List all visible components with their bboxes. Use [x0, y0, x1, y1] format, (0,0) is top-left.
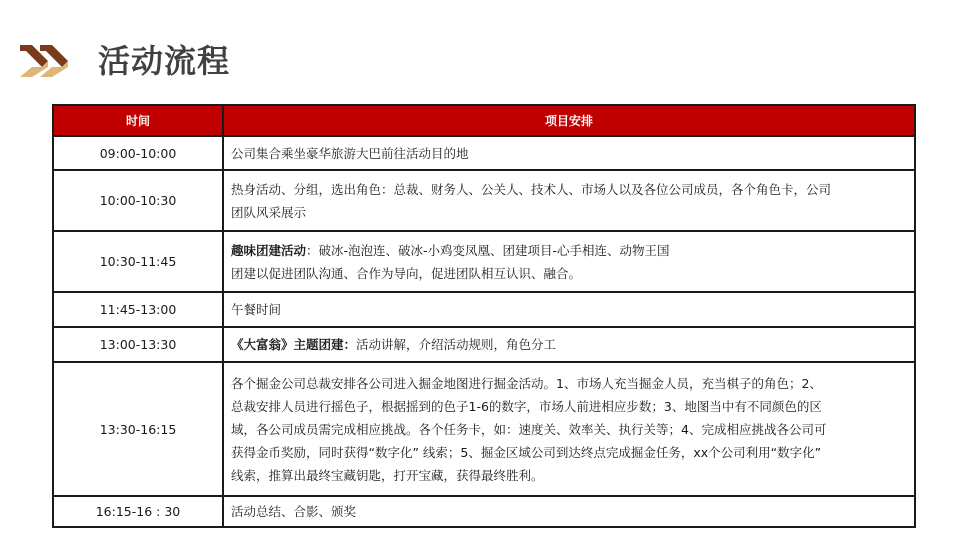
column-header-time: 时间: [53, 105, 223, 136]
section-header: [18, 36, 72, 86]
arrangement-cell: [223, 496, 915, 527]
arrangement-line: 趣味团建活动：破冰-泡泡连、破冰-小鸡变凤凰、团建项目-心手相连、动物王国: [231, 242, 670, 258]
time-cell: 16:15-16 : 30: [53, 496, 223, 527]
arrangement-line: 活动总结、合影、颁奖: [231, 504, 357, 519]
table-row: [53, 362, 915, 496]
table-row: [53, 496, 915, 527]
time-cell: 13:30-16:15: [53, 362, 223, 496]
table-row: [53, 292, 915, 327]
arrangement-cell: [223, 136, 915, 170]
activity-title-bold: 趣味团建活动: [231, 242, 307, 258]
time-cell: 09:00-10:00: [53, 136, 223, 170]
arrangement-cell: [223, 231, 915, 292]
double-chevron-right-icon: [18, 41, 72, 81]
arrangement-line: 总裁安排人员进行摇色子，根据摇到的色子1-6的数字，市场人前进相应步数；3、地图当中有不同颜色的区: [231, 398, 822, 414]
arrangement-line: 线索，推算出最终宝藏钥匙，打开宝藏，获得最终胜利。: [231, 467, 544, 483]
table-row: [53, 136, 915, 170]
arrangement-cell: [223, 292, 915, 327]
column-header-arrangement: 项目安排: [223, 105, 915, 136]
arrangement-line: 热身活动、分组，选出角色：总裁、财务人、公关人、技术人、市场人以及各位公司成员，各个角色卡，公司: [231, 181, 832, 197]
time-cell: 10:30-11:45: [53, 231, 223, 292]
activity-title-bold: 《大富翁》主题团建：: [231, 337, 357, 352]
table-row: [53, 231, 915, 292]
table-row: [53, 327, 915, 362]
time-cell: 10:00-10:30: [53, 170, 223, 231]
time-cell: 11:45-13:00: [53, 292, 223, 327]
arrangement-line: 域，各公司成员需完成相应挑战。各个任务卡，如：速度关、效率关、执行关等；4、完成相应挑战各公司可: [231, 421, 827, 437]
arrangement-line: 公司集合乘坐豪华旅游大巴前往活动目的地: [231, 145, 469, 161]
table-row: [53, 170, 915, 231]
arrangement-line: 团建以促进团队沟通、合作为导向，促进团队相互认识、融合。: [231, 265, 582, 281]
arrangement-line: 午餐时间: [231, 302, 282, 317]
arrangement-cell: [223, 362, 915, 496]
arrangement-cell: [223, 327, 915, 362]
arrangement-line: 团队风采展示: [231, 204, 307, 220]
arrangement-cell: [223, 170, 915, 231]
table-header-row: [53, 105, 915, 136]
page-title: 活动流程: [98, 42, 231, 80]
schedule-table: [52, 104, 916, 528]
arrangement-line: 获得金币奖励，同时获得“数字化” 线索；5、掘金区域公司到达终点完成掘金任务，xx个公司利用“数字化”: [231, 444, 822, 460]
arrangement-line: 《大富翁》主题团建：活动讲解，介绍活动规则，角色分工: [231, 337, 557, 352]
time-cell: 13:00-13:30: [53, 327, 223, 362]
arrangement-line: 各个掘金公司总裁安排各公司进入掘金地图进行掘金活动。1、市场人充当掘金人员，充当棋子的角色；2、: [231, 375, 822, 391]
